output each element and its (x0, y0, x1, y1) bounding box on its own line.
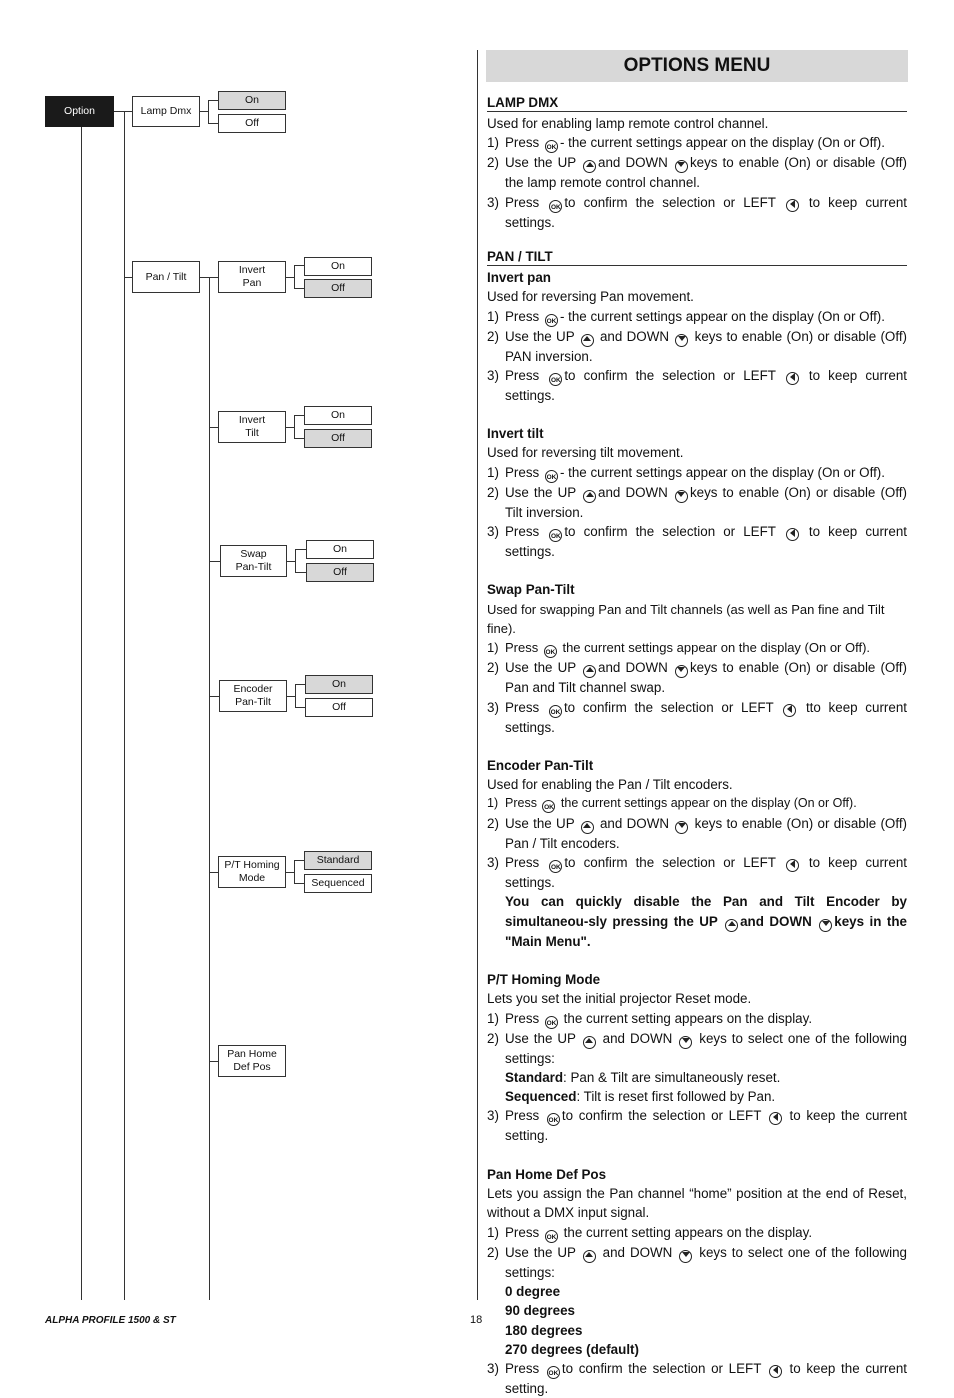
tree-connector (294, 415, 295, 438)
tree-connector (209, 277, 210, 1300)
tree-connector (209, 561, 220, 562)
ok-key-icon: OK (545, 1230, 558, 1243)
tree-connector (208, 100, 218, 101)
step-number: 1) (487, 308, 499, 324)
step-number: 1) (487, 1010, 499, 1026)
section-pan-tilt (487, 249, 907, 1398)
step-number: 3) (487, 194, 499, 210)
tree-label-line: Invert (238, 414, 266, 426)
tree-lamp-dmx-off[interactable]: Off (218, 114, 286, 133)
tree-label-line: Pan (242, 277, 262, 289)
down-arrow-icon (675, 665, 688, 678)
step-text: Press OK to confirm the selection or LEFT to keep current settings. (505, 367, 907, 403)
tree-label-line: Def Pos (233, 1061, 271, 1073)
down-arrow-icon (675, 334, 688, 347)
left-arrow-icon (769, 1112, 782, 1125)
down-arrow-icon (679, 1250, 692, 1263)
step-text: Use the UP and DOWN keys to select one of the following settings: (505, 1030, 907, 1066)
step-item (487, 658, 907, 697)
section-description: Lets you assign the Pan channel “home” position at the end of Reset, without a DMX input signal. (487, 1186, 907, 1221)
step-number: 2) (487, 1244, 499, 1260)
ok-key-icon: OK (544, 645, 557, 658)
tree-label-line: P/T Homing (224, 859, 280, 871)
tree-connector (295, 549, 296, 572)
tree-homing-mode[interactable] (218, 856, 286, 888)
tree-invert-tilt-off[interactable]: Off (304, 429, 372, 448)
tree-connector (287, 696, 295, 697)
step-number: 1) (487, 796, 499, 811)
tree-invert-pan[interactable] (218, 261, 286, 293)
down-arrow-icon (819, 919, 832, 932)
tree-connector (294, 883, 304, 884)
tree-connector (286, 277, 294, 278)
step-item (487, 307, 907, 327)
tree-connector (294, 265, 295, 288)
tree-label-line: Mode (238, 872, 266, 884)
step-item (487, 1029, 907, 1068)
tree-option-root[interactable]: Option (45, 96, 114, 127)
tree-connector (294, 438, 304, 439)
step-item (487, 794, 907, 813)
up-arrow-icon (581, 334, 594, 347)
ok-key-icon: OK (549, 860, 562, 873)
down-arrow-icon (675, 821, 688, 834)
left-arrow-icon (786, 372, 799, 385)
section-description: Lets you set the initial projector Reset mode. (487, 991, 752, 1007)
up-arrow-icon (583, 490, 596, 503)
tree-connector (209, 1061, 218, 1062)
step-item (487, 483, 907, 522)
tree-connector (294, 860, 295, 883)
tree-swap-pan-tilt[interactable] (220, 545, 287, 577)
step-text: Press OK to confirm the selection or LEFT tto keep current settings. (505, 699, 907, 735)
step-text: Use the UP and DOWN keys to enable (On) or disable (Off) Pan and Tilt channel swap. (505, 660, 907, 696)
up-arrow-icon (583, 1250, 596, 1263)
tree-label-line: Encoder (233, 683, 273, 695)
step-text: Use the UP and DOWN keys to enable (On) or disable (Off) Tilt inversion. (505, 484, 907, 520)
tree-encoder-off[interactable]: Off (305, 698, 373, 717)
step-text: Press OK the current setting appears on the display. (505, 1224, 813, 1241)
tree-connector (208, 123, 218, 124)
left-arrow-icon (786, 859, 799, 872)
step-number: 3) (487, 1361, 499, 1377)
tree-connector (209, 427, 218, 428)
subsection-title: Invert tilt (487, 426, 544, 442)
step-text: Use the UP and DOWN keys to select one of the following settings: (505, 1244, 907, 1280)
step-item (487, 327, 907, 366)
step-item (487, 153, 907, 192)
step-number: 1) (487, 135, 499, 151)
step-text: Press OK - the current settings appear on the display (On or Off). (505, 135, 885, 152)
subsection-title: Pan Home Def Pos (487, 1166, 607, 1182)
tree-label-line: Tilt (245, 427, 259, 439)
tree-lamp-dmx-on[interactable]: On (218, 91, 286, 110)
step-number: 2) (487, 484, 499, 500)
step-number: 2) (487, 660, 499, 676)
step-text: Press OK to confirm the selection or LEFT to keep current settings. (505, 524, 907, 560)
ok-key-icon: OK (545, 140, 558, 153)
ok-key-icon: OK (545, 1016, 558, 1029)
tree-connector (209, 696, 219, 697)
ok-key-icon: OK (547, 1366, 560, 1379)
tree-connector (294, 415, 304, 416)
step-number: 3) (487, 367, 499, 383)
section-heading: LAMP DMX (487, 95, 907, 112)
tree-pan-home-def-pos[interactable] (218, 1045, 286, 1077)
up-arrow-icon (583, 1036, 596, 1049)
step-text: Use the UP and DOWN keys to enable (On) or disable (Off) PAN inversion. (505, 328, 907, 364)
tree-label-line: Pan-Tilt (235, 696, 271, 708)
tree-pan-tilt[interactable]: Pan / Tilt (132, 261, 200, 293)
section-lamp-dmx (487, 95, 907, 232)
step-number: 1) (487, 640, 499, 656)
tree-encoder-pan-tilt[interactable] (219, 680, 287, 712)
option-value: 270 degrees (default) (505, 1341, 639, 1357)
tree-connector (81, 127, 82, 1300)
step-item (487, 366, 907, 405)
tree-connector (295, 684, 296, 707)
step-number: 2) (487, 1030, 499, 1046)
up-arrow-icon (581, 821, 594, 834)
page-number: 18 (470, 1314, 483, 1326)
step-item (487, 133, 907, 153)
step-number: 2) (487, 815, 499, 831)
option-sequenced: Sequenced: Tilt is reset first followed by Pan. (505, 1089, 776, 1105)
tree-connector (295, 549, 306, 550)
step-text: Use the UP and DOWN keys to enable (On) or disable (Off) Pan / Tilt encoders. (505, 815, 907, 851)
option-value: 90 degrees (505, 1303, 575, 1319)
step-item (487, 1359, 907, 1398)
ok-key-icon: OK (549, 373, 562, 386)
step-item (487, 1009, 907, 1029)
ok-key-icon: OK (545, 314, 558, 327)
step-number: 3) (487, 699, 499, 715)
ok-key-icon: OK (549, 529, 562, 542)
ok-key-icon: OK (549, 200, 562, 213)
step-text: Press OK to confirm the selection or LEFT to keep the current setting. (505, 1361, 907, 1397)
tree-connector (114, 111, 132, 112)
tree-connector (294, 265, 304, 266)
ok-key-icon: OK (542, 800, 555, 813)
step-text: Press OK - the current settings appear on the display (On or Off). (505, 464, 885, 481)
step-item (487, 193, 907, 232)
tree-swap-on[interactable]: On (306, 540, 374, 559)
step-item (487, 1243, 907, 1282)
tree-label-line: Invert (238, 264, 266, 276)
step-number: 1) (487, 464, 499, 480)
step-text: Press OK the current settings appear on the display (On or Off). (505, 796, 857, 812)
step-text: Press OK to confirm the selection or LEFT to keep current settings. (505, 194, 907, 230)
step-text: Press OK - the current settings appear on the display (On or Off). (505, 308, 885, 325)
step-item (487, 814, 907, 853)
subsection-title: Swap Pan-Tilt (487, 582, 575, 598)
step-text: Press OK to confirm the selection or LEFT to keep current settings. (505, 855, 907, 891)
option-standard: Standard: Pan & Tilt are simultaneously reset. (505, 1069, 781, 1085)
footer-product: ALPHA PROFILE 1500 & ST (45, 1315, 176, 1326)
step-number: 2) (487, 328, 499, 344)
tree-label-line: Swap (240, 548, 267, 560)
page-title: OPTIONS MENU (486, 50, 908, 82)
ok-key-icon: OK (549, 705, 562, 718)
step-text: Press OK the current setting appears on the display. (505, 1010, 813, 1027)
down-arrow-icon (675, 160, 688, 173)
step-text: Use the UP and DOWN keys to enable (On) or disable (Off) the lamp remote control channel. (505, 155, 907, 191)
tree-homing-standard[interactable]: Standard (304, 851, 372, 870)
tree-label-line: Pan-Tilt (235, 561, 272, 573)
up-arrow-icon (583, 665, 596, 678)
section-description: Used for enabling lamp remote control channel. (487, 116, 769, 131)
step-number: 3) (487, 524, 499, 540)
tree-connector (208, 100, 209, 123)
step-item (487, 698, 907, 737)
step-number: 2) (487, 155, 499, 171)
ok-key-icon: OK (547, 1113, 560, 1126)
down-arrow-icon (675, 490, 688, 503)
tree-invert-tilt[interactable] (218, 411, 286, 443)
subsection-title: Encoder Pan-Tilt (487, 757, 594, 773)
tree-connector (286, 427, 294, 428)
tree-connector (295, 572, 306, 573)
tree-lamp-dmx[interactable]: Lamp Dmx (132, 96, 200, 127)
step-text: Press OK the current settings appear on the display (On or Off). (505, 640, 871, 657)
down-arrow-icon (679, 1036, 692, 1049)
step-number: 1) (487, 1224, 499, 1240)
left-arrow-icon (783, 704, 796, 717)
up-arrow-icon (583, 160, 596, 173)
left-arrow-icon (786, 528, 799, 541)
tree-invert-pan-on[interactable]: On (304, 257, 372, 276)
step-text: Press OK to confirm the selection or LEFT to keep the current setting. (505, 1108, 907, 1144)
section-description: Used for reversing tilt movement. (487, 445, 684, 461)
up-arrow-icon (725, 919, 738, 932)
tree-connector (200, 111, 208, 112)
column-divider (477, 50, 478, 1300)
option-value: 0 degree (505, 1283, 561, 1299)
left-arrow-icon (786, 199, 799, 212)
section-description: Used for reversing Pan movement. (487, 289, 694, 305)
step-number: 3) (487, 1108, 499, 1124)
section-description: Used for swapping Pan and Tilt channels (as well as Pan fine and Tilt fine). (487, 601, 885, 636)
tree-connector (294, 860, 304, 861)
encoder-note: You can quickly disable the Pan and Tilt Encoder by simultaneou-sly pressing the UP and DOWN keys in the "Main Menu". (505, 894, 907, 949)
subsection-title: P/T Homing Mode (487, 971, 601, 987)
step-item (487, 638, 907, 658)
tree-encoder-on[interactable]: On (305, 675, 373, 694)
step-item (487, 463, 907, 483)
tree-connector (209, 872, 218, 873)
tree-homing-sequenced[interactable]: Sequenced (304, 874, 372, 893)
section-heading: PAN / TILT (487, 249, 907, 266)
subsection-title: Invert pan (487, 270, 551, 285)
step-number: 3) (487, 855, 499, 871)
tree-connector (294, 288, 304, 289)
step-item (487, 522, 907, 561)
tree-swap-off[interactable]: Off (306, 563, 374, 582)
tree-connector (124, 277, 132, 278)
section-description: Used for enabling the Pan / Tilt encoders. (487, 777, 733, 793)
left-arrow-icon (769, 1365, 782, 1378)
ok-key-icon: OK (545, 470, 558, 483)
step-item (487, 853, 907, 892)
tree-connector (295, 684, 305, 685)
tree-connector (124, 111, 125, 1300)
tree-label-line: Pan Home (227, 1048, 277, 1060)
tree-invert-pan-off[interactable]: Off (304, 279, 372, 298)
tree-invert-tilt-on[interactable]: On (304, 406, 372, 425)
tree-connector (287, 561, 295, 562)
option-value: 180 degrees (505, 1322, 583, 1338)
tree-connector (295, 707, 305, 708)
step-item (487, 1106, 907, 1145)
tree-connector (286, 872, 294, 873)
step-item (487, 1223, 907, 1243)
